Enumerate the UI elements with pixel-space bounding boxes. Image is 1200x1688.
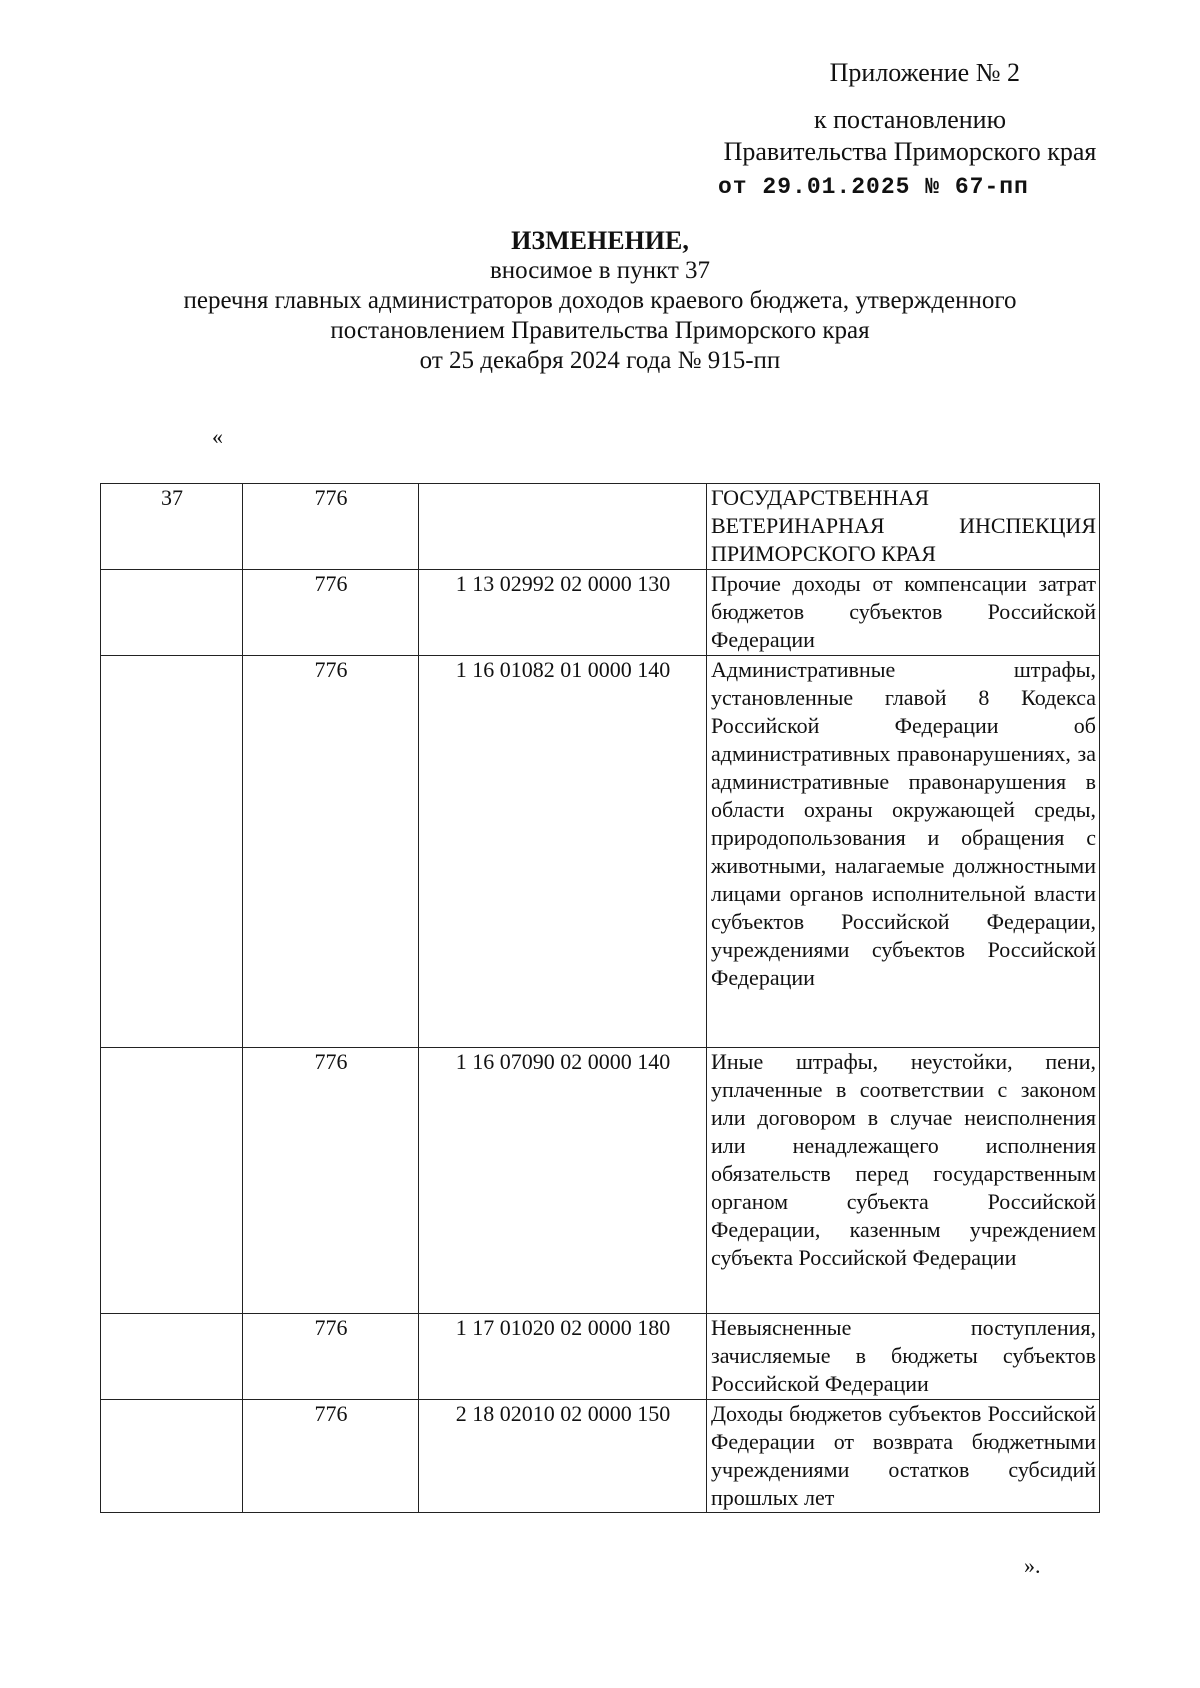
table-row bbox=[101, 1314, 1100, 1400]
row-number-cell bbox=[101, 656, 243, 1048]
description-cell: Иные штрафы, неустойки, пени, уплаченные в соответствии с законом или договором в случае неисполнения или ненадлежащего исполнения обязательств перед государственным органом субъекта Российской Федерации, казенным учреждением субъекта Российской Федерации bbox=[707, 1048, 1100, 1314]
revenue-administrators-table bbox=[100, 483, 1100, 1513]
description-cell: ГОСУДАРСТВЕННАЯ ВЕТЕРИНАРНАЯ ИНСПЕКЦИЯ ПРИМОРСКОГО КРАЯ bbox=[707, 484, 1100, 570]
decree-number: от 29.01.2025 № 67-пп bbox=[718, 174, 1029, 200]
admin-code-cell: 776 bbox=[243, 656, 419, 1048]
decree-reference bbox=[700, 104, 1120, 168]
decree-to-label: к постановлению bbox=[813, 105, 1007, 134]
title-line-4: от 25 декабря 2024 года № 915-пп bbox=[419, 347, 781, 374]
admin-code-cell: 776 bbox=[243, 1048, 419, 1314]
revenue-code-cell: 2 18 02010 02 0000 150 bbox=[419, 1400, 707, 1513]
appendix-label: Приложение № 2 bbox=[829, 58, 1020, 87]
revenue-code-cell bbox=[419, 484, 707, 570]
revenue-code-cell: 1 13 02992 02 0000 130 bbox=[419, 570, 707, 656]
row-number-cell bbox=[101, 1048, 243, 1314]
title-line-1: вносимое в пункт 37 bbox=[489, 257, 711, 284]
row-number-cell bbox=[101, 570, 243, 656]
title-line-2: перечня главных администраторов доходов краевого бюджета, утвержденного bbox=[183, 287, 1017, 314]
revenue-code-cell: 1 17 01020 02 0000 180 bbox=[419, 1314, 707, 1400]
closing-quote: ». bbox=[1024, 1553, 1041, 1578]
admin-code-cell: 776 bbox=[243, 1314, 419, 1400]
decree-government-label: Правительства Приморского края bbox=[723, 137, 1097, 166]
title-main: ИЗМЕНЕНИЕ, bbox=[511, 226, 689, 255]
table-row bbox=[101, 1400, 1100, 1513]
row-number-cell: 37 bbox=[101, 484, 243, 570]
description-cell: Доходы бюджетов субъектов Российской Федерации от возврата бюджетными учреждениями остатков субсидий прошлых лет bbox=[707, 1400, 1100, 1513]
opening-quote: « bbox=[212, 424, 223, 449]
table-row bbox=[101, 656, 1100, 1048]
description-cell: Административные штрафы, установленные главой 8 Кодекса Российской Федерации об административных правонарушениях, за административные правонарушения в области охраны окружающей среды, природопользования и обращения с животными, налагаемые должностными лицами органов исполнительной власти субъектов Российской Федерации, учреждениями субъектов Российской Федерации bbox=[707, 656, 1100, 1048]
row-number-cell bbox=[101, 1400, 243, 1513]
title-line-3: постановлением Правительства Приморского края bbox=[330, 317, 870, 344]
admin-code-cell: 776 bbox=[243, 1400, 419, 1513]
row-number-cell bbox=[101, 1314, 243, 1400]
revenue-code-cell: 1 16 01082 01 0000 140 bbox=[419, 656, 707, 1048]
table-row bbox=[101, 570, 1100, 656]
admin-code-cell: 776 bbox=[243, 570, 419, 656]
document-title bbox=[100, 226, 1100, 376]
table-row bbox=[101, 484, 1100, 570]
description-cell: Невыясненные поступления, зачисляемые в бюджеты субъектов Российской Федерации bbox=[707, 1314, 1100, 1400]
revenue-code-cell: 1 16 07090 02 0000 140 bbox=[419, 1048, 707, 1314]
description-cell: Прочие доходы от компенсации затрат бюджетов субъектов Российской Федерации bbox=[707, 570, 1100, 656]
admin-code-cell: 776 bbox=[243, 484, 419, 570]
table-row bbox=[101, 1048, 1100, 1314]
